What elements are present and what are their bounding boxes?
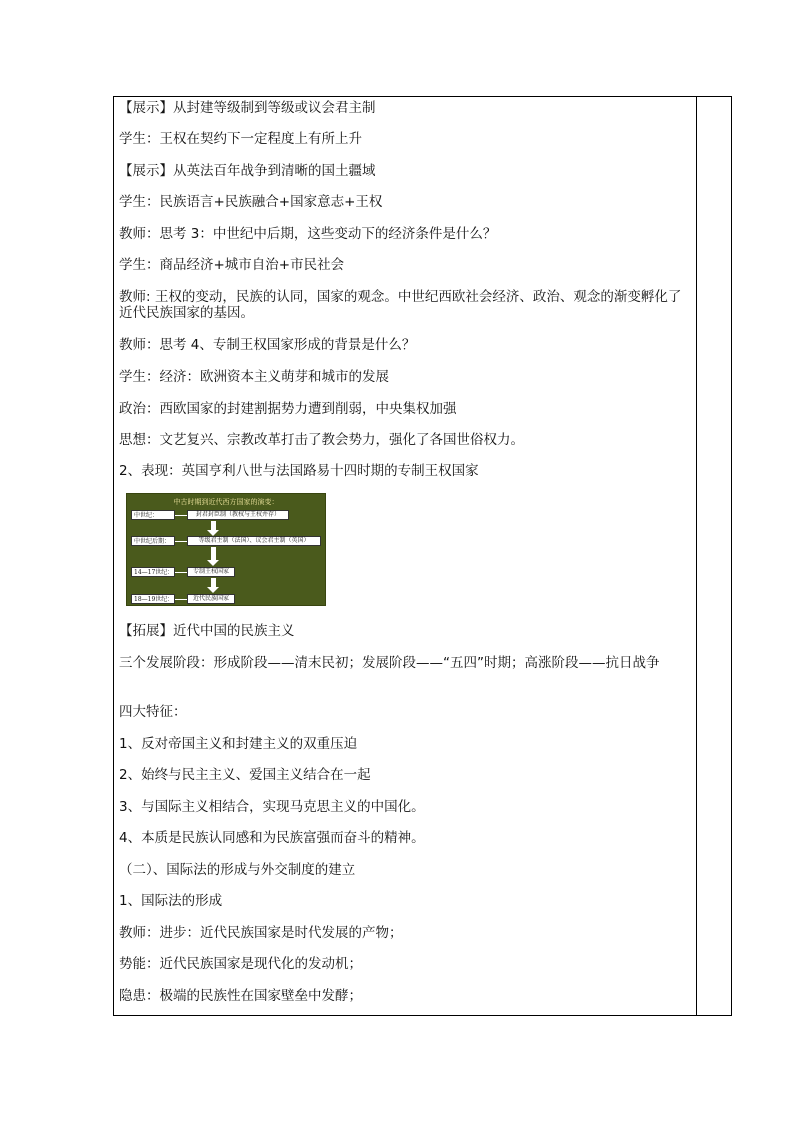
connector-line xyxy=(175,572,187,573)
connector-line xyxy=(175,599,187,600)
text-line: 政治：西欧国家的封建割据势力遭到削弱，中央集权加强 xyxy=(119,401,457,417)
text-line: 教师：进步：近代民族国家是时代发展的产物； xyxy=(119,925,403,941)
text-line: 学生：商品经济+城市自治+市民社会 xyxy=(119,257,345,273)
text-line: （二）、国际法的形成与外交制度的建立 xyxy=(119,862,356,878)
stage-label: 14—17世纪： xyxy=(131,567,175,577)
stage-label: 18—19世纪： xyxy=(131,594,175,604)
text-line: 思想：文艺复兴、宗教改革打击了教会势力，强化了各国世俗权力。 xyxy=(119,432,524,448)
text-paragraph: 三个发展阶段：形成阶段——清末民初；发展阶段——“五四”时期；高涨阶段——抗日战争 xyxy=(119,655,660,671)
column-divider xyxy=(696,97,697,1015)
text-line: 【展示】从封建等级制到等级或议会君主制 xyxy=(119,100,376,116)
text-line: 【展示】从英法百年战争到清晰的国土疆域 xyxy=(119,163,376,179)
text-line: 学生：民族语言+民族融合+国家意志+王权 xyxy=(119,194,383,210)
text-line: 4、本质是民族认同感和为民族富强而奋斗的精神。 xyxy=(119,830,425,846)
stage-box: 专制王权国家 xyxy=(187,567,235,577)
stage-box: 近代民族国家 xyxy=(187,594,235,604)
text-line: 隐患：极端的民族性在国家壁垒中发酵； xyxy=(119,988,362,1004)
arrow-stem xyxy=(211,521,216,530)
table-frame xyxy=(113,96,732,1016)
text-line: 势能：近代民族国家是现代化的发动机； xyxy=(119,956,362,972)
text-line: 1、反对帝国主义和封建主义的双重压迫 xyxy=(119,736,358,752)
text-line: 教师：思考 3：中世纪中后期，这些变动下的经济条件是什么？ xyxy=(119,226,497,242)
text-paragraph: 教师: 王权的变动，民族的认同，国家的观念。中世纪西欧社会经济、政治、观念的渐变孵化了近代民族国家的基因。 xyxy=(119,289,682,321)
stage-box: 封君封臣制（教权与王权并存） xyxy=(187,510,289,520)
arrow-down-icon xyxy=(207,560,219,566)
arrow-stem xyxy=(211,578,216,587)
text-line: 教师：思考 4、专制王权国家形成的背景是什么？ xyxy=(119,337,416,353)
diagram-title: 中古时期到近代西方国家的演变： xyxy=(173,498,279,506)
stage-box: 等级君主制（法国）、议会君主制（英国） xyxy=(187,536,321,546)
text-line: 学生：经济：欧洲资本主义萌芽和城市的发展 xyxy=(119,369,389,385)
text-line: 学生：王权在契约下一定程度上有所上升 xyxy=(119,131,362,147)
arrow-stem xyxy=(211,547,216,560)
text-line: 1、国际法的形成 xyxy=(119,893,223,909)
arrow-down-icon xyxy=(207,587,219,593)
stage-label: 中世纪后期： xyxy=(131,536,175,546)
connector-line xyxy=(175,515,187,516)
text-line: 四大特征： xyxy=(119,704,187,720)
text-line: 3、与国际主义相结合，实现马克思主义的中国化。 xyxy=(119,799,425,815)
text-line: 2、始终与民主主义、爱国主义结合在一起 xyxy=(119,767,371,783)
text-line: 2、表现：英国亨利八世与法国路易十四时期的专制王权国家 xyxy=(119,463,479,479)
evolution-diagram xyxy=(126,493,326,606)
connector-line xyxy=(175,541,187,542)
stage-label: 中世纪： xyxy=(131,510,175,520)
text-line: 【拓展】近代中国的民族主义 xyxy=(119,623,295,639)
